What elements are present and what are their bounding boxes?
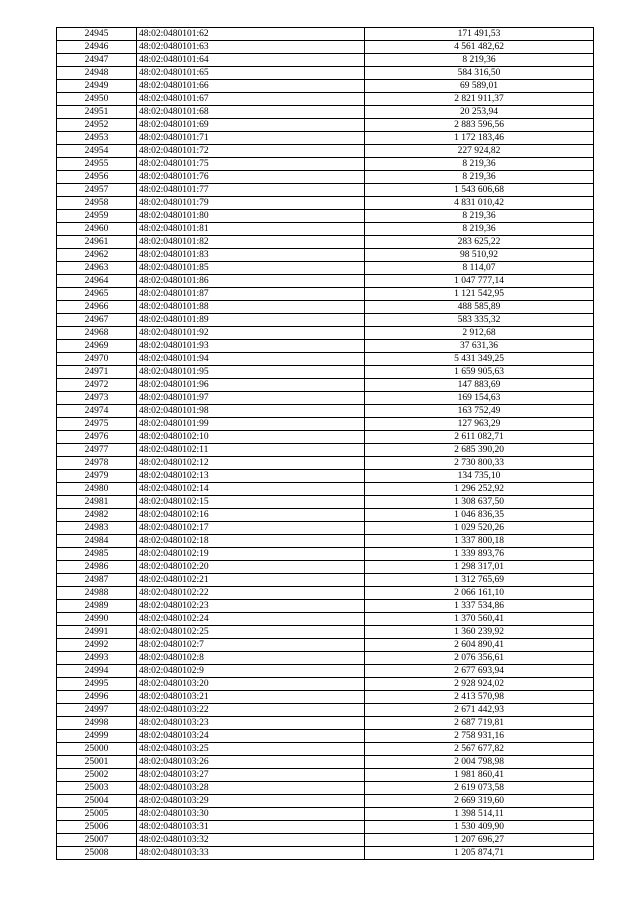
row-number-cell: 24974 <box>57 405 137 418</box>
table-row <box>57 509 594 522</box>
cadastral-value-cell: 147 883,69 <box>365 379 594 392</box>
cadastral-value-cell: 2 669 319,60 <box>365 795 594 808</box>
cadastral-value-cell: 1 360 239,92 <box>365 626 594 639</box>
cadastral-number-cell: 48:02:0480101:67 <box>137 93 365 106</box>
cadastral-value-cell: 2 611 082,71 <box>365 431 594 444</box>
table-row <box>57 54 594 67</box>
cadastral-value-cell: 584 316,50 <box>365 67 594 80</box>
row-number-cell: 25006 <box>57 821 137 834</box>
row-number-cell: 24975 <box>57 418 137 431</box>
cadastral-number-cell: 48:02:0480101:71 <box>137 132 365 145</box>
table-row <box>57 41 594 54</box>
cadastral-number-cell: 48:02:0480102:10 <box>137 431 365 444</box>
table-row <box>57 210 594 223</box>
cadastral-number-cell: 48:02:0480102:11 <box>137 444 365 457</box>
cadastral-value-cell: 8 219,36 <box>365 210 594 223</box>
table-row <box>57 665 594 678</box>
row-number-cell: 24998 <box>57 717 137 730</box>
table-row <box>57 522 594 535</box>
table-row <box>57 28 594 41</box>
table-row <box>57 327 594 340</box>
cadastral-number-cell: 48:02:0480102:22 <box>137 587 365 600</box>
row-number-cell: 24945 <box>57 28 137 41</box>
cadastral-value-cell: 2 687 719,81 <box>365 717 594 730</box>
cadastral-number-cell: 48:02:0480103:33 <box>137 847 365 860</box>
table-row <box>57 67 594 80</box>
cadastral-number-cell: 48:02:0480101:75 <box>137 158 365 171</box>
cadastral-number-cell: 48:02:0480103:26 <box>137 756 365 769</box>
cadastral-number-cell: 48:02:0480101:99 <box>137 418 365 431</box>
row-number-cell: 24960 <box>57 223 137 236</box>
row-number-cell: 24999 <box>57 730 137 743</box>
cadastral-value-cell: 1 543 606,68 <box>365 184 594 197</box>
table-row <box>57 769 594 782</box>
table-row <box>57 405 594 418</box>
cadastral-value-cell: 69 589,01 <box>365 80 594 93</box>
cadastral-number-cell: 48:02:0480101:77 <box>137 184 365 197</box>
table-row <box>57 80 594 93</box>
row-number-cell: 24996 <box>57 691 137 704</box>
table-row <box>57 145 594 158</box>
table-row <box>57 717 594 730</box>
cadastral-value-cell: 1 207 696,27 <box>365 834 594 847</box>
cadastral-number-cell: 48:02:0480101:65 <box>137 67 365 80</box>
cadastral-number-cell: 48:02:0480102:19 <box>137 548 365 561</box>
cadastral-number-cell: 48:02:0480101:72 <box>137 145 365 158</box>
table-row <box>57 353 594 366</box>
row-number-cell: 24967 <box>57 314 137 327</box>
row-number-cell: 24951 <box>57 106 137 119</box>
row-number-cell: 24959 <box>57 210 137 223</box>
cadastral-number-cell: 48:02:0480101:92 <box>137 327 365 340</box>
table-row <box>57 756 594 769</box>
cadastral-value-cell: 1 308 637,50 <box>365 496 594 509</box>
cadastral-number-cell: 48:02:0480101:98 <box>137 405 365 418</box>
cadastral-number-cell: 48:02:0480102:17 <box>137 522 365 535</box>
table-row <box>57 483 594 496</box>
cadastral-value-cell: 20 253,94 <box>365 106 594 119</box>
cadastral-value-cell: 37 631,36 <box>365 340 594 353</box>
row-number-cell: 24987 <box>57 574 137 587</box>
cadastral-value-cell: 8 114,07 <box>365 262 594 275</box>
cadastral-value-cell: 8 219,36 <box>365 171 594 184</box>
cadastral-value-cell: 2 671 442,93 <box>365 704 594 717</box>
cadastral-value-cell: 1 029 520,26 <box>365 522 594 535</box>
table-row <box>57 314 594 327</box>
cadastral-number-cell: 48:02:0480103:24 <box>137 730 365 743</box>
cadastral-number-cell: 48:02:0480101:95 <box>137 366 365 379</box>
table-row <box>57 808 594 821</box>
row-number-cell: 24978 <box>57 457 137 470</box>
table-row <box>57 158 594 171</box>
row-number-cell: 24972 <box>57 379 137 392</box>
cadastral-number-cell: 48:02:0480102:18 <box>137 535 365 548</box>
cadastral-number-cell: 48:02:0480101:87 <box>137 288 365 301</box>
cadastral-value-cell: 1 530 409,90 <box>365 821 594 834</box>
table-row <box>57 548 594 561</box>
cadastral-number-cell: 48:02:0480102:23 <box>137 600 365 613</box>
cadastral-value-cell: 2 619 073,58 <box>365 782 594 795</box>
cadastral-value-cell: 1 337 800,18 <box>365 535 594 548</box>
cadastral-value-cell: 1 296 252,92 <box>365 483 594 496</box>
row-number-cell: 24985 <box>57 548 137 561</box>
table-row <box>57 340 594 353</box>
table-row <box>57 236 594 249</box>
table-row <box>57 171 594 184</box>
row-number-cell: 24988 <box>57 587 137 600</box>
row-number-cell: 24995 <box>57 678 137 691</box>
cadastral-number-cell: 48:02:0480102:16 <box>137 509 365 522</box>
row-number-cell: 24966 <box>57 301 137 314</box>
table-row <box>57 600 594 613</box>
cadastral-number-cell: 48:02:0480103:31 <box>137 821 365 834</box>
table-row <box>57 795 594 808</box>
cadastral-number-cell: 48:02:0480101:88 <box>137 301 365 314</box>
cadastral-value-cell: 2 928 924,02 <box>365 678 594 691</box>
row-number-cell: 24981 <box>57 496 137 509</box>
cadastral-number-cell: 48:02:0480101:97 <box>137 392 365 405</box>
cadastral-value-cell: 2 413 570,98 <box>365 691 594 704</box>
table-row <box>57 366 594 379</box>
cadastral-number-cell: 48:02:0480101:83 <box>137 249 365 262</box>
row-number-cell: 24979 <box>57 470 137 483</box>
cadastral-value-cell: 1 659 905,63 <box>365 366 594 379</box>
cadastral-value-cell: 1 370 560,41 <box>365 613 594 626</box>
cadastral-value-cell: 2 730 800,33 <box>365 457 594 470</box>
table-row <box>57 535 594 548</box>
table-row <box>57 444 594 457</box>
cadastral-number-cell: 48:02:0480101:93 <box>137 340 365 353</box>
table-row <box>57 223 594 236</box>
row-number-cell: 24969 <box>57 340 137 353</box>
cadastral-value-cell: 1 981 860,41 <box>365 769 594 782</box>
row-number-cell: 24962 <box>57 249 137 262</box>
table-row <box>57 119 594 132</box>
cadastral-number-cell: 48:02:0480102:21 <box>137 574 365 587</box>
cadastral-value-cell: 1 121 542,95 <box>365 288 594 301</box>
table-row <box>57 834 594 847</box>
cadastral-value-cell: 1 312 765,69 <box>365 574 594 587</box>
cadastral-number-cell: 48:02:0480101:96 <box>137 379 365 392</box>
table-row <box>57 847 594 860</box>
cadastral-number-cell: 48:02:0480101:62 <box>137 28 365 41</box>
cadastral-value-cell: 2 821 911,37 <box>365 93 594 106</box>
cadastral-number-cell: 48:02:0480101:64 <box>137 54 365 67</box>
row-number-cell: 24952 <box>57 119 137 132</box>
row-number-cell: 25008 <box>57 847 137 860</box>
table-row <box>57 587 594 600</box>
cadastral-number-cell: 48:02:0480102:20 <box>137 561 365 574</box>
cadastral-value-cell: 583 335,32 <box>365 314 594 327</box>
table-row <box>57 782 594 795</box>
cadastral-value-cell: 8 219,36 <box>365 158 594 171</box>
row-number-cell: 25005 <box>57 808 137 821</box>
row-number-cell: 24957 <box>57 184 137 197</box>
row-number-cell: 25001 <box>57 756 137 769</box>
table-row <box>57 392 594 405</box>
row-number-cell: 24946 <box>57 41 137 54</box>
table-row <box>57 613 594 626</box>
row-number-cell: 24973 <box>57 392 137 405</box>
cadastral-value-cell: 98 510,92 <box>365 249 594 262</box>
table-row <box>57 574 594 587</box>
row-number-cell: 24950 <box>57 93 137 106</box>
row-number-cell: 24968 <box>57 327 137 340</box>
row-number-cell: 24956 <box>57 171 137 184</box>
table-row <box>57 275 594 288</box>
row-number-cell: 25000 <box>57 743 137 756</box>
cadastral-value-cell: 171 491,53 <box>365 28 594 41</box>
cadastral-number-cell: 48:02:0480101:89 <box>137 314 365 327</box>
cadastral-number-cell: 48:02:0480101:80 <box>137 210 365 223</box>
table-body <box>57 28 594 860</box>
row-number-cell: 24965 <box>57 288 137 301</box>
table-row <box>57 132 594 145</box>
cadastral-number-cell: 48:02:0480101:66 <box>137 80 365 93</box>
cadastral-number-cell: 48:02:0480103:20 <box>137 678 365 691</box>
cadastral-number-cell: 48:02:0480102:9 <box>137 665 365 678</box>
row-number-cell: 24947 <box>57 54 137 67</box>
cadastral-number-cell: 48:02:0480103:29 <box>137 795 365 808</box>
row-number-cell: 24991 <box>57 626 137 639</box>
cadastral-number-cell: 48:02:0480103:28 <box>137 782 365 795</box>
cadastral-value-cell: 1 046 836,35 <box>365 509 594 522</box>
cadastral-number-cell: 48:02:0480102:12 <box>137 457 365 470</box>
cadastral-value-table <box>56 27 594 860</box>
cadastral-value-cell: 1 398 514,11 <box>365 808 594 821</box>
cadastral-number-cell: 48:02:0480101:79 <box>137 197 365 210</box>
cadastral-value-cell: 134 735,10 <box>365 470 594 483</box>
cadastral-number-cell: 48:02:0480101:94 <box>137 353 365 366</box>
cadastral-number-cell: 48:02:0480102:8 <box>137 652 365 665</box>
cadastral-value-cell: 4 831 010,42 <box>365 197 594 210</box>
row-number-cell: 24976 <box>57 431 137 444</box>
row-number-cell: 24990 <box>57 613 137 626</box>
table-row <box>57 249 594 262</box>
row-number-cell: 24977 <box>57 444 137 457</box>
cadastral-number-cell: 48:02:0480102:15 <box>137 496 365 509</box>
row-number-cell: 24958 <box>57 197 137 210</box>
row-number-cell: 24970 <box>57 353 137 366</box>
cadastral-number-cell: 48:02:0480102:24 <box>137 613 365 626</box>
cadastral-number-cell: 48:02:0480102:25 <box>137 626 365 639</box>
table-row <box>57 626 594 639</box>
cadastral-value-cell: 1 172 183,46 <box>365 132 594 145</box>
table-row <box>57 288 594 301</box>
row-number-cell: 24955 <box>57 158 137 171</box>
cadastral-number-cell: 48:02:0480101:81 <box>137 223 365 236</box>
table-row <box>57 470 594 483</box>
cadastral-number-cell: 48:02:0480103:25 <box>137 743 365 756</box>
cadastral-value-cell: 2 758 931,16 <box>365 730 594 743</box>
row-number-cell: 24994 <box>57 665 137 678</box>
row-number-cell: 24964 <box>57 275 137 288</box>
table-row <box>57 496 594 509</box>
row-number-cell: 24961 <box>57 236 137 249</box>
row-number-cell: 25002 <box>57 769 137 782</box>
cadastral-value-cell: 5 431 349,25 <box>365 353 594 366</box>
row-number-cell: 25003 <box>57 782 137 795</box>
row-number-cell: 24983 <box>57 522 137 535</box>
cadastral-number-cell: 48:02:0480101:82 <box>137 236 365 249</box>
cadastral-number-cell: 48:02:0480101:69 <box>137 119 365 132</box>
table-row <box>57 561 594 574</box>
table-row <box>57 379 594 392</box>
table-row <box>57 704 594 717</box>
cadastral-value-cell: 1 205 874,71 <box>365 847 594 860</box>
row-number-cell: 24948 <box>57 67 137 80</box>
table-row <box>57 743 594 756</box>
cadastral-value-cell: 169 154,63 <box>365 392 594 405</box>
cadastral-number-cell: 48:02:0480103:21 <box>137 691 365 704</box>
cadastral-number-cell: 48:02:0480101:68 <box>137 106 365 119</box>
cadastral-value-cell: 283 625,22 <box>365 236 594 249</box>
cadastral-number-cell: 48:02:0480101:86 <box>137 275 365 288</box>
cadastral-number-cell: 48:02:0480103:27 <box>137 769 365 782</box>
row-number-cell: 24997 <box>57 704 137 717</box>
table-row <box>57 431 594 444</box>
cadastral-value-cell: 2 076 356,61 <box>365 652 594 665</box>
table-row <box>57 691 594 704</box>
row-number-cell: 24984 <box>57 535 137 548</box>
cadastral-number-cell: 48:02:0480102:13 <box>137 470 365 483</box>
table-row <box>57 262 594 275</box>
table-row <box>57 678 594 691</box>
row-number-cell: 24949 <box>57 80 137 93</box>
cadastral-value-cell: 4 561 482,62 <box>365 41 594 54</box>
cadastral-value-cell: 1 298 317,01 <box>365 561 594 574</box>
row-number-cell: 24992 <box>57 639 137 652</box>
cadastral-value-cell: 127 963,29 <box>365 418 594 431</box>
row-number-cell: 24993 <box>57 652 137 665</box>
cadastral-value-cell: 2 677 693,94 <box>365 665 594 678</box>
cadastral-value-cell: 2 604 890,41 <box>365 639 594 652</box>
table-row <box>57 639 594 652</box>
cadastral-value-cell: 227 924,82 <box>365 145 594 158</box>
cadastral-value-cell: 488 585,89 <box>365 301 594 314</box>
table-row <box>57 652 594 665</box>
cadastral-number-cell: 48:02:0480101:85 <box>137 262 365 275</box>
cadastral-number-cell: 48:02:0480103:30 <box>137 808 365 821</box>
cadastral-number-cell: 48:02:0480101:76 <box>137 171 365 184</box>
row-number-cell: 24989 <box>57 600 137 613</box>
cadastral-number-cell: 48:02:0480102:14 <box>137 483 365 496</box>
row-number-cell: 24954 <box>57 145 137 158</box>
row-number-cell: 24963 <box>57 262 137 275</box>
cadastral-value-cell: 2 004 798,98 <box>365 756 594 769</box>
cadastral-value-cell: 1 337 534,86 <box>365 600 594 613</box>
cadastral-value-cell: 1 339 893,76 <box>365 548 594 561</box>
table-row <box>57 730 594 743</box>
cadastral-number-cell: 48:02:0480103:22 <box>137 704 365 717</box>
cadastral-value-cell: 2 912,68 <box>365 327 594 340</box>
cadastral-value-cell: 8 219,36 <box>365 54 594 67</box>
cadastral-number-cell: 48:02:0480103:32 <box>137 834 365 847</box>
table-row <box>57 821 594 834</box>
cadastral-number-cell: 48:02:0480101:63 <box>137 41 365 54</box>
row-number-cell: 24980 <box>57 483 137 496</box>
cadastral-value-cell: 2 066 161,10 <box>365 587 594 600</box>
cadastral-value-cell: 1 047 777,14 <box>365 275 594 288</box>
row-number-cell: 25004 <box>57 795 137 808</box>
row-number-cell: 24986 <box>57 561 137 574</box>
table-row <box>57 93 594 106</box>
cadastral-value-cell: 8 219,36 <box>365 223 594 236</box>
table-row <box>57 197 594 210</box>
table-row <box>57 184 594 197</box>
row-number-cell: 24971 <box>57 366 137 379</box>
row-number-cell: 24953 <box>57 132 137 145</box>
table-row <box>57 301 594 314</box>
row-number-cell: 25007 <box>57 834 137 847</box>
cadastral-number-cell: 48:02:0480102:7 <box>137 639 365 652</box>
cadastral-value-cell: 2 685 390,20 <box>365 444 594 457</box>
cadastral-number-cell: 48:02:0480103:23 <box>137 717 365 730</box>
cadastral-value-cell: 2 567 677,82 <box>365 743 594 756</box>
table-row <box>57 106 594 119</box>
table-row <box>57 457 594 470</box>
table-row <box>57 418 594 431</box>
cadastral-value-cell: 2 883 596,56 <box>365 119 594 132</box>
row-number-cell: 24982 <box>57 509 137 522</box>
cadastral-value-cell: 163 752,49 <box>365 405 594 418</box>
